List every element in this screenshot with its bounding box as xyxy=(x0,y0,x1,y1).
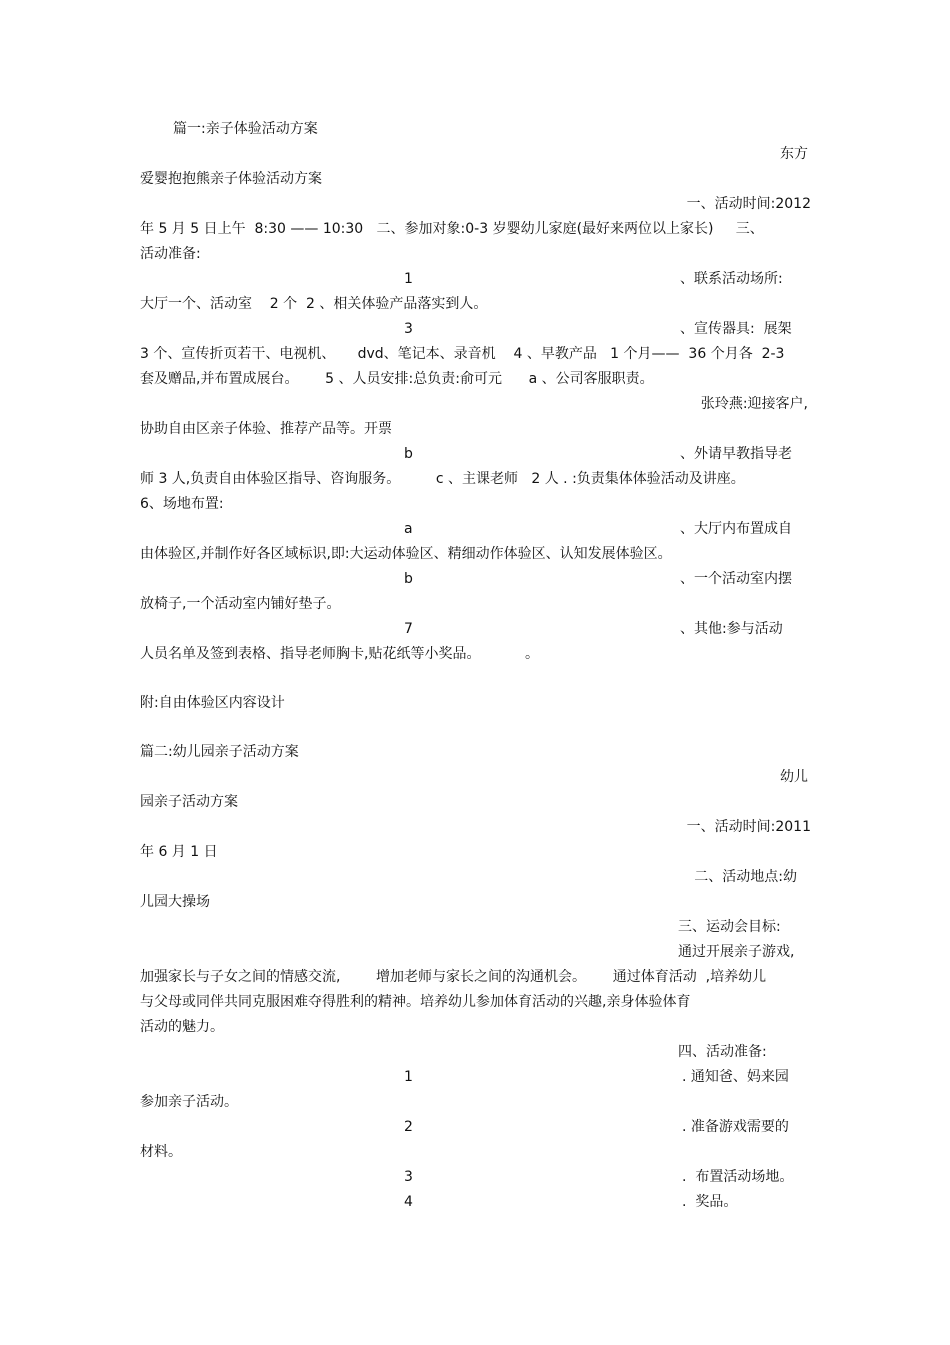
text-line: . 通知爸、妈来园 xyxy=(682,1069,789,1085)
list-letter: b xyxy=(404,446,413,462)
text-line: . 布置活动场地。 xyxy=(682,1169,794,1185)
text-line: 通过开展亲子游戏, xyxy=(678,944,795,960)
text-line: 、一个活动室内摆 xyxy=(680,571,792,587)
text-line: 、其他:参与活动 xyxy=(680,621,783,637)
text-line: 师 3 人,负责自由体验区指导、咨询服务。 c 、主课老师 2 人 . :负责集体体验活动及讲座。 xyxy=(140,471,745,487)
text-line: 、大厅内布置成自 xyxy=(680,521,792,537)
text-line: 四、活动准备: xyxy=(678,1044,767,1060)
text-line: 、外请早教指导老 xyxy=(680,446,792,462)
section-one-title: 篇一:亲子体验活动方案 xyxy=(173,121,318,137)
text-line: 、联系活动场所: xyxy=(680,271,783,287)
text-line: 与父母或同伴共同克服困难夺得胜利的精神。培养幼儿参加体育活动的兴趣,亲身体验体育 xyxy=(140,994,691,1010)
list-number: 1 xyxy=(404,1069,413,1085)
list-number: 1 xyxy=(404,271,413,287)
text-line: . 奖品。 xyxy=(682,1194,738,1210)
text-line: 东方 xyxy=(780,146,808,162)
list-letter: a xyxy=(404,521,413,537)
text-line: 活动准备: xyxy=(140,246,201,262)
text-line: . 准备游戏需要的 xyxy=(682,1119,789,1135)
list-number: 3 xyxy=(404,1169,413,1185)
text-line: 爱婴抱抱熊亲子体验活动方案 xyxy=(140,171,322,187)
text-line: 一、活动时间:2012 xyxy=(686,196,811,212)
list-number: 7 xyxy=(404,621,413,637)
text-line: 大厅一个、活动室 2 个 2 、相关体验产品落实到人。 xyxy=(140,296,488,312)
text-line: 一、活动时间:2011 xyxy=(686,819,811,835)
text-line: 二、活动地点:幼 xyxy=(694,869,797,885)
text-line: 活动的魅力。 xyxy=(140,1019,224,1035)
text-line: 三、运动会目标: xyxy=(678,919,781,935)
text-line: 幼儿 xyxy=(780,769,808,785)
text-line: 放椅子,一个活动室内铺好垫子。 xyxy=(140,596,341,612)
text-line: 3 个、宣传折页若干、电视机、 dvd、笔记本、录音机 4 、早教产品 1 个月—— 36 个月各 2-3 xyxy=(140,346,785,362)
text-line: 材料。 xyxy=(140,1144,182,1160)
text-line: 园亲子活动方案 xyxy=(140,794,238,810)
text-line: 人员名单及签到表格、指导老师胸卡,贴花纸等小奖品。 。 xyxy=(140,646,539,662)
list-number: 3 xyxy=(404,321,413,337)
text-line: 、宣传器具: 展架 xyxy=(680,321,792,337)
list-letter: b xyxy=(404,571,413,587)
text-line: 年 6 月 1 日 xyxy=(140,844,218,860)
text-line: 参加亲子活动。 xyxy=(140,1094,238,1110)
list-number: 2 xyxy=(404,1119,413,1135)
text-line: 套及赠品,并布置成展台。 5 、人员安排:总负责:俞可元 a 、公司客服职责。 xyxy=(140,371,654,387)
text-line: 年 5 月 5 日上午 8:30 —— 10:30 二、参加对象:0-3 岁婴幼儿家庭(最好来两位以上家长) 三、 xyxy=(140,221,764,237)
text-line: 儿园大操场 xyxy=(140,894,210,910)
text-line: 加强家长与子女之间的情感交流, 增加老师与家长之间的沟通机会。 通过体育活动 ,培养幼儿 xyxy=(140,969,767,985)
text-line: 6、场地布置: xyxy=(140,496,224,512)
text-line: 由体验区,并制作好各区域标识,即:大运动体验区、精细动作体验区、认知发展体验区。 xyxy=(140,546,672,562)
section-two-title: 篇二:幼儿园亲子活动方案 xyxy=(140,744,299,760)
text-line: 张玲燕:迎接客户, xyxy=(700,396,808,412)
text-line: 协助自由区亲子体验、推荐产品等。开票 xyxy=(140,421,392,437)
appendix-line: 附:自由体验区内容设计 xyxy=(140,695,285,711)
list-number: 4 xyxy=(404,1194,413,1210)
